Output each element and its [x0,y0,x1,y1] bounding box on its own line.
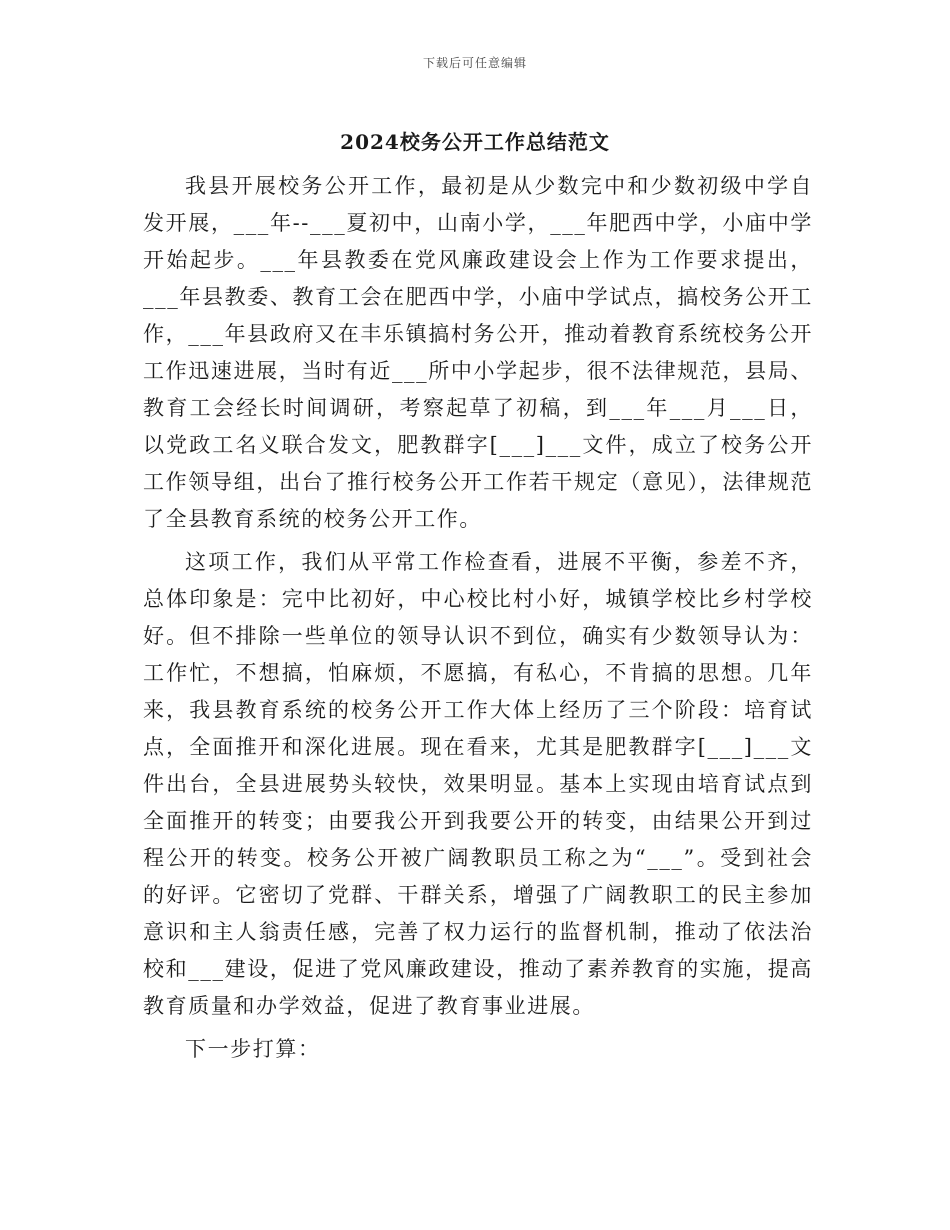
document-body [143,168,813,1074]
page-title: 2024校务公开工作总结范文 [340,130,610,154]
body-paragraph-1: 我县开展校务公开工作，最初是从少数完中和少数初级中学自发开展，___年--___夏初中，山南小学，___年肥西中学，小庙中学开始起步。___年县教委在党风廉政建设会上作为工作要求提出，___年县教委、教育工会在肥西中学，小庙中学试点，搞校务公开工作，___年县政府又在丰乐镇搞村务公开，推动着教育系统校务公开工作迅速进展，当时有近___所中小学起步，很不法律规范，县局、教育工会经长时间调研，考察起草了初稿，到___年___月___日，以党政工名义联合发文，肥教群字[___]___文件，成立了校务公开工作领导组，出台了推行校务公开工作若干规定（意见），法律规范了全县教育系统的校务公开工作。 [143,174,813,531]
body-paragraph-3: 下一步打算： [185,1037,321,1061]
header-note: 下载后可任意编辑 [422,56,527,70]
body-paragraph-2: 这项工作，我们从平常工作检查看，进展不平衡，参差不齐，总体印象是：完中比初好，中心校比村小好，城镇学校比乡村学校好。但不排除一些单位的领导认识不到位，确实有少数领导认为：工作忙，不想搞，怕麻烦，不愿搞，有私心，不肯搞的思想。几年来，我县教育系统的校务公开工作大体上经历了三个阶段：培育试点，全面推开和深化进展。现在看来，尤其是肥教群字[___]___文件出台，全县进展势头较快，效果明显。基本上实现由培育试点到全面推开的转变；由要我公开到我要公开的转变，由结果公开到过程公开的转变。校务公开被广阔教职员工称之为“___”。受到社会的好评。它密切了党群、干群关系，增强了广阔教职工的民主参加意识和主人翁责任感，完善了权力运行的监督机制，推动了依法治校和___建设，促进了党风廉政建设，推动了素养教育的实施，提高教育质量和办学效益，促进了教育事业进展。 [143,550,813,1018]
